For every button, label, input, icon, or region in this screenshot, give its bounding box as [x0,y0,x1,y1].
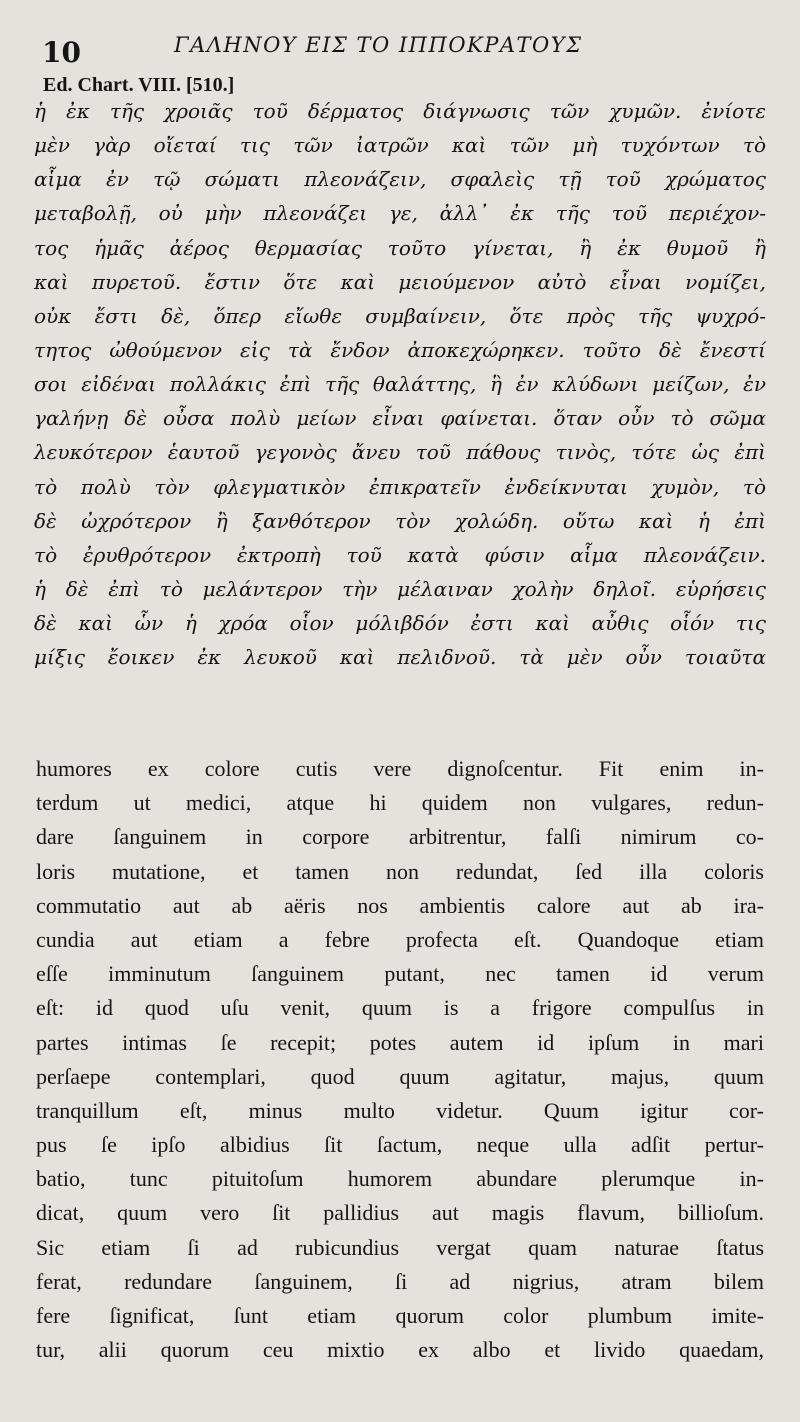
latin-line: perſaepe contemplari, quod quum agitatur, majus, quum [36,1063,764,1089]
greek-line: οὐκ ἔστι δὲ, ὅπερ εἴωθε συμβαίνειν, ὅτε πρὸς τῆς ψυχρό- [34,303,766,328]
latin-line: tranquillum eſt, minus multo videtur. Quum igitur cor- [36,1097,764,1123]
latin-line: dicat, quum vero ſit pallidius aut magis flavum, billioſum. [36,1200,764,1226]
greek-line: τητος ὠθούμενον εἰς τὰ ἔνδον ἀποκεχώρηκεν. τοῦτο δὲ ἔνεστί [34,337,766,362]
greek-line: δὲ ὠχρότερον ἢ ξανθότερον τὸν χολώδη. οὕτω καὶ ἡ ἐπὶ [34,508,766,533]
greek-line: μίξις ἔοικεν ἐκ λευκοῦ καὶ πελιδνοῦ. τὰ μὲν οὖν τοιαῦτα [34,645,766,670]
greek-line: τος ἡμᾶς ἀέρος θερμασίας τοῦτο γίνεται, ἢ ἐκ θυμοῦ ἢ [34,235,766,260]
latin-text-block [36,752,764,1367]
greek-line: σοι εἰδέναι πολλάκις ἐπὶ τῆς θαλάττης, ἣ ἐν κλύδωνι μείζων, ἐν [34,372,766,397]
greek-line: λευκότερον ἑαυτοῦ γεγονὸς ἄνευ τοῦ πάθους τινὸς, τότε ὡς ἐπὶ [34,440,766,465]
latin-line: tur, alii quorum ceu mixtio ex albo et livido quaedam, [36,1337,764,1363]
latin-line: Sic etiam ſi ad rubicundius vergat quam naturae ſtatus [36,1234,764,1260]
greek-text-block [34,94,766,674]
greek-line: μὲν γὰρ οἴεταί τις τῶν ἰατρῶν καὶ τῶν μὴ τυχόντων τὸ [34,133,766,158]
greek-line: μεταβολῇ, οὐ μὴν πλεονάζει γε, ἀλλ᾽ ἐκ τῆς τοῦ περιέχον- [34,201,766,226]
latin-line: loris mutatione, et tamen non redundat, ſed illa coloris [36,858,764,884]
latin-line: eſſe imminutum ſanguinem putant, nec tamen id verum [36,961,764,987]
page-number: 10 [42,36,81,69]
latin-line: partes intimas ſe recepit; potes autem id ipſum in mari [36,1029,764,1055]
greek-line: γαλήνῃ δὲ οὖσα πολὺ μείων εἶναι φαίνεται. ὅταν οὖν τὸ σῶμα [34,406,766,431]
greek-line: ἡ ἐκ τῆς χροιᾶς τοῦ δέρματος διάγνωσις τῶν χυμῶν. ἐνίοτε [34,99,766,123]
running-head: ΓΑΛΗΝΟΥ ΕΙΣ ΤΟ ΙΠΠΟΚΡΑΤΟΥΣ [174,33,583,57]
latin-line: ferat, redundare ſanguinem, ſi ad nigrius, atram bilem [36,1268,764,1294]
latin-line: pus ſe ipſo albidius ſit ſactum, neque ulla adſit pertur- [36,1132,764,1158]
edition-reference: Ed. Chart. VIII. [510.] [43,74,235,96]
greek-line: αἷμα ἐν τῷ σώματι πλεονάζειν, σφαλεὶς τῇ τοῦ χρώματος [34,167,766,192]
latin-line: eſt: id quod uſu venit, quum is a frigore compulſus in [36,995,764,1021]
greek-line: καὶ πυρετοῦ. ἔστιν ὅτε καὶ μειούμενον αὐτὸ εἶναι νομίζει, [34,269,766,294]
latin-line: batio, tunc pituitoſum humorem abundare plerumque in- [36,1166,764,1192]
greek-line: ἡ δὲ ἐπὶ τὸ μελάντερον τὴν μέλαιναν χολὴν δηλοῖ. εὑρήσεις [34,576,766,601]
greek-line: δὲ καὶ ὧν ἡ χρόα οἷον μόλιβδόν ἐστι καὶ αὖθις οἷόν τις [34,611,766,636]
greek-line: τὸ πολὺ τὸν φλεγματικὸν ἐπικρατεῖν ἐνδείκνυται χυμὸν, τὸ [34,474,766,499]
latin-line: cundia aut etiam a febre profecta eſt. Quandoque etiam [36,926,764,952]
latin-line: terdum ut medici, atque hi quidem non vulgares, redun- [36,790,764,816]
latin-line: fere ſignificat, ſunt etiam quorum color plumbum imite- [36,1303,764,1328]
latin-line: commutatio aut ab aëris nos ambientis calore aut ab ira- [36,892,764,918]
latin-line: humores ex colore cutis vere dignoſcentur. Fit enim in- [36,756,764,781]
latin-line: dare ſanguinem in corpore arbitrentur, falſi nimirum co- [36,824,764,850]
greek-line: τὸ ἐρυθρότερον ἐκτροπὴ τοῦ κατὰ φύσιν αἷμα πλεονάζειν. [34,542,766,567]
